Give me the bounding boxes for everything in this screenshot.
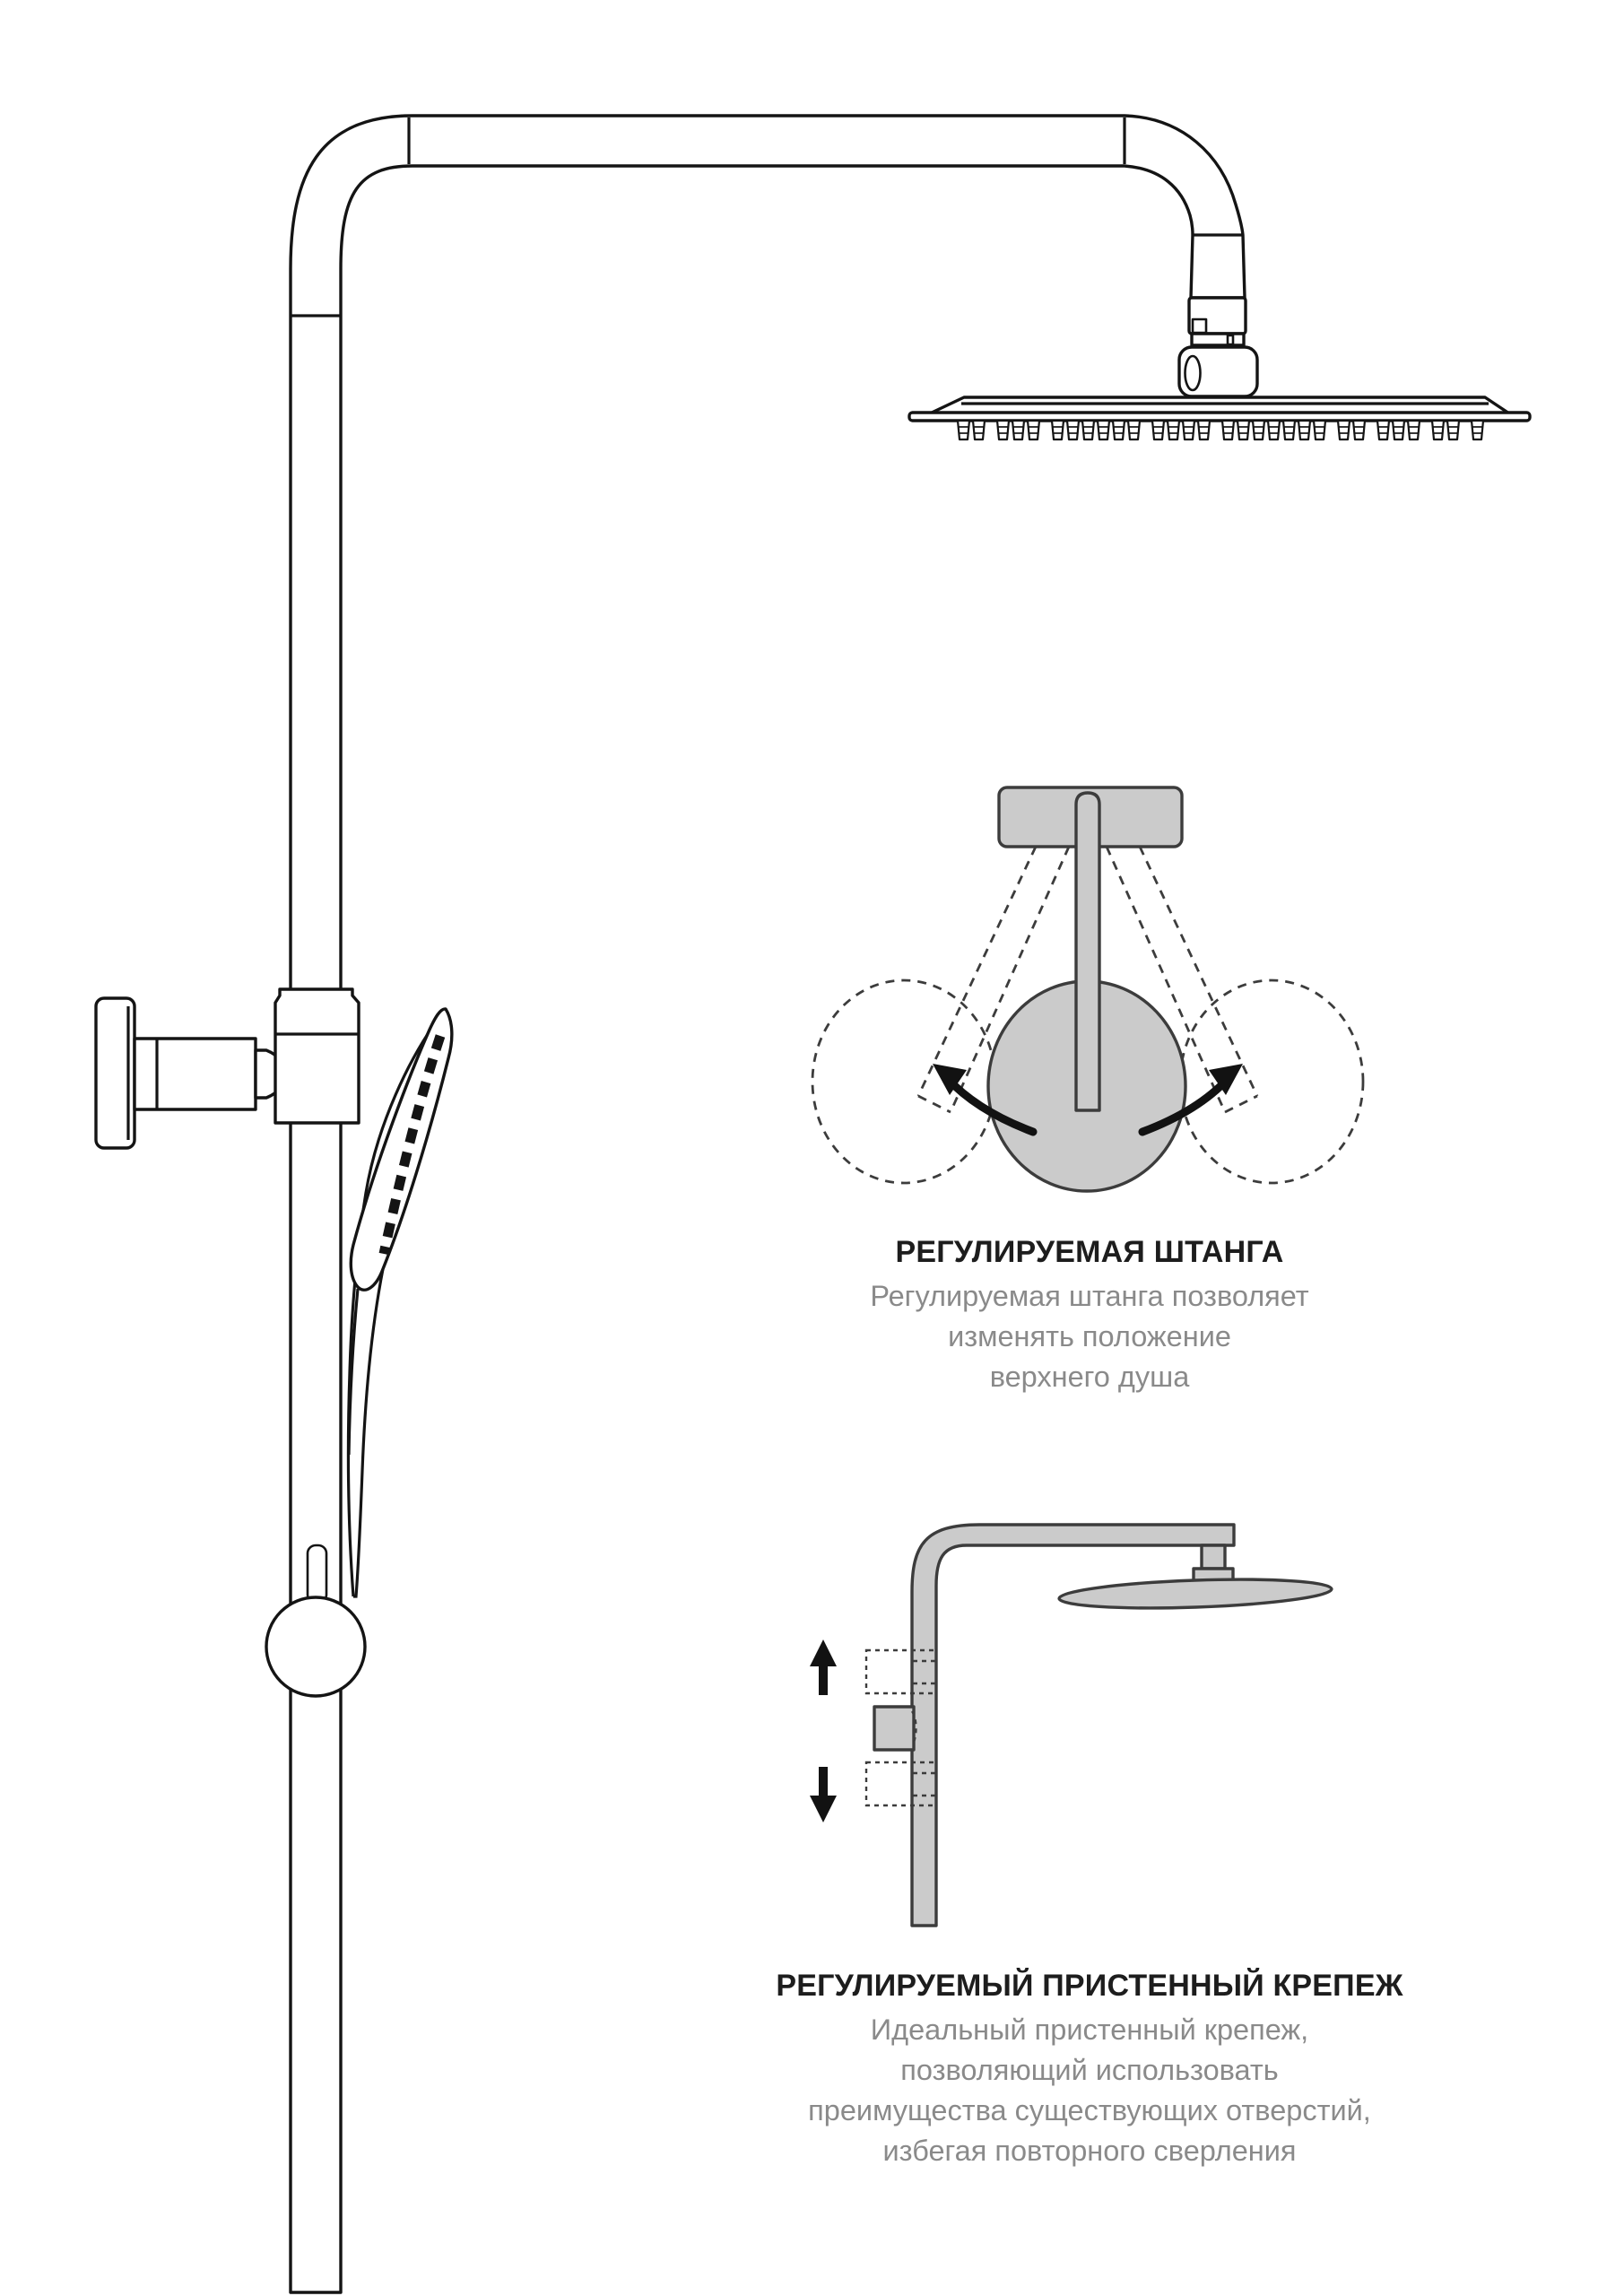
rain-head-nozzles (958, 421, 1483, 439)
rain-head-plate (909, 397, 1530, 439)
shower-column-drawing (96, 116, 1530, 2292)
section-title: РЕГУЛИРУЕМАЯ ШТАНГА (895, 1235, 1284, 1269)
mount-head-connector-upper (1202, 1545, 1225, 1569)
section-adjustable-bar (686, 1233, 1493, 1397)
hand-shower-face (351, 1009, 452, 1290)
wall-flange-and-arm (96, 998, 285, 1148)
body-line: избегая повторного сверления (882, 2135, 1297, 2167)
section-body (686, 2010, 1493, 2171)
rotation-ghost-right (1180, 980, 1363, 1183)
section-title: РЕГУЛИРУЕМЫЙ ПРИСТЕННЫЙ КРЕПЕЖ (776, 1969, 1403, 2003)
section-body (686, 1276, 1493, 1397)
slider-knob (266, 1597, 365, 1696)
body-line: верхнего душа (989, 1361, 1190, 1393)
hand-shower-handle-right (353, 1269, 383, 1596)
section-adjustable-wall-mount (686, 1967, 1493, 2171)
body-line: преимущества существующих отверстий, (808, 2094, 1371, 2126)
body-line: Идеальный пристенный крепеж, (870, 2013, 1309, 2046)
rain-head-connector (1179, 298, 1257, 396)
shower-pole-and-arm (291, 116, 1245, 2292)
arm-rod (1076, 793, 1099, 1110)
mount-head-disc (1059, 1576, 1333, 1613)
diverter-stub (308, 1545, 326, 1603)
body-line: изменять положение (948, 1320, 1231, 1352)
arrow-down-icon (810, 1767, 837, 1822)
adjustable-arm-diagram (812, 787, 1363, 1191)
wall-bracket (874, 1707, 914, 1750)
wall-mount-diagram (810, 1525, 1332, 1926)
body-line: позволяющий использовать (900, 2054, 1279, 2086)
arrow-up-icon (810, 1639, 837, 1695)
body-line: Регулируемая штанга позволяет (870, 1280, 1309, 1312)
rotation-ghost-left (812, 980, 995, 1183)
hand-shower (348, 1009, 451, 1596)
slider-housing (275, 989, 359, 1123)
